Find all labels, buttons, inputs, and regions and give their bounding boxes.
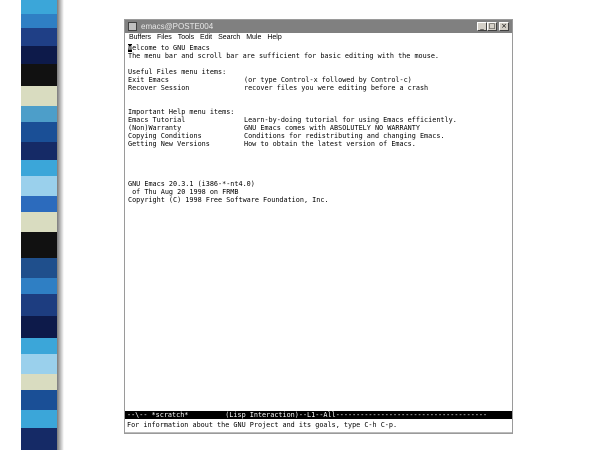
menu-item-emacs-tutorial[interactable]: Emacs Tutorial [128,116,186,124]
slide-border-block [21,176,57,196]
slide-border-block [21,46,57,64]
menu-item-non-warranty[interactable]: (Non)Warranty [128,124,182,132]
slide-border-block [21,212,57,232]
slide-border-block [21,374,57,390]
menu-tools[interactable]: Tools [177,34,195,41]
menu-item-desc: Learn-by-doing tutorial for using Emacs efficiently. [244,116,457,124]
slide-border-block [21,28,57,46]
version-line: GNU Emacs 20.3.1 (i386-*-nt4.0) [128,180,255,188]
maximize-button[interactable]: □ [488,22,496,30]
menu-item-desc: GNU Emacs comes with ABSOLUTELY NO WARRANTY [244,124,420,132]
help-menu-heading: Important Help menu items: [128,108,235,116]
slide-border-block [21,428,57,450]
menu-files[interactable]: Files [157,34,172,41]
slide-border-block [21,294,57,316]
slide-border-block [21,258,57,278]
slide-border-block [21,14,57,28]
menu-edit[interactable]: Edit [200,34,213,41]
slide-border-block [21,86,57,106]
menu-item-desc: Conditions for redistributing and changing Emacs. [244,132,445,140]
slide-border-block [21,160,57,176]
slide-border-blocks [21,0,57,450]
slide-border-block [21,196,57,212]
emacs-window [124,19,513,434]
slide-border-block [21,232,57,258]
editor-buffer[interactable] [126,44,512,410]
menu-item-desc: recover files you were editing before a crash [244,84,429,92]
menu-buffers[interactable]: Buffers [129,34,152,41]
emacs-app-icon[interactable] [128,22,137,31]
window-bottom-edge [125,432,512,433]
slide-border-block [21,122,57,142]
menu-item-desc: (or type Control-x followed by Control-c) [244,76,412,84]
welcome-line [128,44,210,52]
menu-item-exit-emacs[interactable]: Exit Emacs [128,76,169,84]
slide-border-block [21,106,57,122]
slide-border-block [21,338,57,354]
menu-item-recover-session[interactable]: Recover Session [128,84,190,92]
welcome-text: elcome to GNU Emacs [132,44,210,52]
menu-mule[interactable]: Mule [246,34,262,41]
slide-border-block [21,390,57,410]
slide-border-block [21,0,57,14]
menu-help[interactable]: Help [267,34,282,41]
build-line: of Thu Aug 20 1998 on FRMB [128,188,239,196]
useful-files-heading: Useful Files menu items: [128,68,227,76]
title-bar[interactable] [125,20,512,33]
copyright-line: Copyright (C) 1998 Free Software Foundation, Inc. [128,196,329,204]
menu-item-copying-conditions[interactable]: Copying Conditions [128,132,202,140]
slide-border-block [21,142,57,160]
mode-line: --\-- *scratch* (Lisp Interaction)--L1--All------------------------------------- [125,411,512,419]
text-cursor: W [128,44,133,52]
menu-item-desc: How to obtain the latest version of Emacs. [244,140,416,148]
minimize-button[interactable]: _ [477,22,487,31]
slide-border-block [21,64,57,86]
window-title: emacs@POSTE004 [141,22,214,31]
menu-item-getting-new-versions[interactable]: Getting New Versions [128,140,210,148]
mouse-note: The menu bar and scroll bar are sufficient for basic editing with the mouse. [128,52,439,60]
menu-bar [125,33,512,43]
slide-border-block [21,410,57,428]
slide-border-block [21,354,57,374]
slide-border-shadow [57,0,64,450]
slide-border-block [21,278,57,294]
close-button[interactable]: × [499,22,509,31]
slide-border-strip [0,0,64,450]
echo-area[interactable]: For information about the GNU Project and its goals, type C-h C-p. [127,421,398,429]
slide-border-block [21,316,57,338]
menu-search[interactable]: Search [218,34,241,41]
